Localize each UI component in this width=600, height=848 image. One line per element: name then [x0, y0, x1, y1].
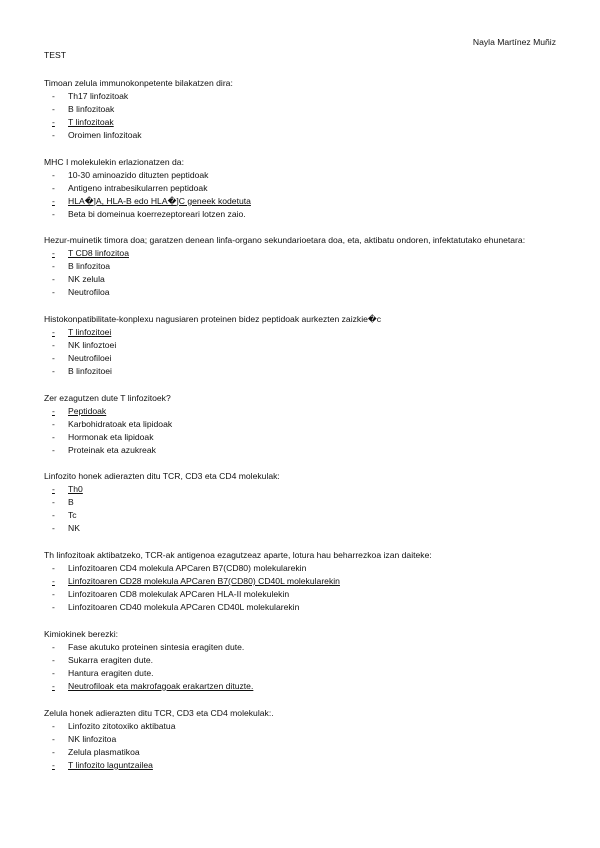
answer-option [44, 496, 564, 509]
bullet-dash: - [52, 680, 55, 691]
bullet-dash: - [52, 444, 55, 455]
answer-text: Proteinak eta azukreak [68, 444, 156, 455]
bullet-dash: - [52, 117, 55, 127]
bullet-dash: - [52, 208, 55, 219]
bullet-dash: - [52, 510, 55, 521]
bullet-dash: - [52, 654, 55, 665]
answer-option [44, 601, 564, 614]
answer-option [44, 444, 564, 457]
answer-options [44, 326, 564, 378]
answer-text: Th0 [68, 484, 83, 495]
bullet-dash: - [52, 366, 55, 377]
bullet-dash: - [52, 641, 55, 652]
answer-option [44, 588, 564, 601]
answer-option [44, 286, 564, 299]
answer-option [44, 90, 564, 103]
bullet-dash: - [52, 563, 55, 574]
bullet-dash: - [52, 484, 55, 495]
answer-text: Linfozitoaren CD4 molekula APCaren B7(CD80) molekularekin [68, 563, 307, 574]
answer-option [44, 720, 564, 733]
question-block [44, 549, 564, 614]
question-block [44, 77, 564, 142]
answer-text: NK linfoztoei [68, 340, 117, 351]
answer-option-correct [44, 116, 564, 129]
author-name: Nayla Martínez Muñiz [472, 37, 556, 47]
answer-text: 10-30 aminoazido dituzten peptidoak [68, 169, 209, 180]
answer-option [44, 562, 564, 575]
answer-option [44, 641, 564, 654]
answer-option [44, 522, 564, 535]
answer-options [44, 720, 564, 772]
bullet-dash: - [52, 340, 55, 351]
bullet-dash: - [52, 497, 55, 508]
question-block [44, 156, 564, 221]
answer-options [44, 483, 564, 535]
question-block [44, 313, 564, 378]
bullet-dash: - [52, 248, 55, 259]
bullet-dash: - [52, 261, 55, 272]
answer-option-correct [44, 680, 564, 693]
bullet-dash: - [52, 91, 55, 101]
question-block [44, 392, 564, 457]
answer-option [44, 733, 564, 746]
answer-option [44, 352, 564, 365]
bullet-dash: - [52, 287, 55, 298]
answer-options [44, 90, 564, 142]
bullet-dash: - [52, 274, 55, 285]
answer-text: Linfozito zitotoxiko aktibatua [68, 720, 176, 731]
question-text: Zelula honek adierazten ditu TCR, CD3 eta CD4 molekulak:. [44, 707, 274, 718]
bullet-dash: - [52, 182, 55, 193]
answer-option [44, 103, 564, 116]
answer-option [44, 273, 564, 286]
answer-text: Linfozitoaren CD8 molekulak APCaren HLA-II molekulekin [68, 589, 290, 600]
answer-text: Neutrofiloa [68, 287, 110, 298]
answer-text: B linfozitoak [68, 104, 115, 114]
page-title: TEST [44, 50, 66, 60]
answer-option [44, 208, 564, 221]
answer-option-correct [44, 247, 564, 260]
bullet-dash: - [52, 523, 55, 534]
question-text: Zer ezagutzen dute T linfozitoek? [44, 392, 171, 403]
answer-text: Fase akutuko proteinen sintesia eragiten dute. [68, 641, 245, 652]
answer-text: Oroimen linfozitoak [68, 130, 142, 140]
bullet-dash: - [52, 431, 55, 442]
answer-options [44, 562, 564, 614]
answer-text: NK linfozitoa [68, 733, 117, 744]
answer-options [44, 247, 564, 299]
answer-option [44, 667, 564, 680]
answer-option-correct [44, 483, 564, 496]
bullet-dash: - [52, 405, 55, 416]
question-block [44, 470, 564, 535]
bullet-dash: - [52, 720, 55, 731]
bullet-dash: - [52, 759, 55, 770]
question-text: Th linfozitoak aktibatzeko, TCR-ak antigenoa ezagutzeaz aparte, lotura hau beharrezkoa izan daiteke: [44, 550, 432, 561]
answer-text: T linfozito laguntzailea [68, 759, 153, 770]
answer-text: B linfozitoei [68, 366, 112, 377]
answer-text: Hantura eragiten dute. [68, 667, 154, 678]
answer-option [44, 365, 564, 378]
answer-text: T CD8 linfozitoa [68, 248, 129, 259]
bullet-dash: - [52, 418, 55, 429]
bullet-dash: - [52, 667, 55, 678]
bullet-dash: - [52, 746, 55, 757]
bullet-dash: - [52, 733, 55, 744]
answer-option [44, 182, 564, 195]
answer-option-correct [44, 759, 564, 772]
question-text: Hezur-muinetik timora doa; garatzen denean linfa-organo sekundarioetara doa, eta, aktibatu ondoren, infektatutako ehunetara: [44, 235, 526, 246]
answer-option-correct [44, 575, 564, 588]
answer-text: Tc [68, 510, 77, 521]
answer-option [44, 418, 564, 431]
bullet-dash: - [52, 327, 55, 338]
answer-option [44, 129, 564, 142]
bullet-dash: - [52, 195, 55, 206]
question-list [44, 77, 564, 785]
answer-option-correct [44, 195, 564, 208]
answer-option [44, 509, 564, 522]
answer-text: Karbohidratoak eta lipidoak [68, 418, 173, 429]
question-text: MHC I molekulekin erlazionatzen da: [44, 156, 184, 167]
answer-option-correct [44, 405, 564, 418]
question-text: Timoan zelula immunokonpetente bilakatzen dira: [44, 78, 233, 88]
question-text: Linfozito honek adierazten ditu TCR, CD3 eta CD4 molekulak: [44, 471, 280, 482]
answer-text: Linfozitoaren CD28 molekula APCaren B7(CD80) CD40L molekularekin [68, 576, 340, 587]
answer-text: Zelula plasmatikoa [68, 746, 140, 757]
bullet-dash: - [52, 602, 55, 613]
answer-option [44, 169, 564, 182]
question-text: Histokonpatibilitate-konplexu nagusiaren proteinen bidez peptidoak aurkezten zaizkie�c [44, 314, 382, 325]
question-block [44, 707, 564, 772]
answer-text: Neutrofiloei [68, 353, 112, 364]
answer-option-correct [44, 326, 564, 339]
question-block [44, 234, 564, 299]
answer-options [44, 405, 564, 457]
answer-text: Antigeno intrabesikularren peptidoak [68, 182, 208, 193]
answer-text: Sukarra eragiten dute. [68, 654, 154, 665]
answer-option [44, 431, 564, 444]
answer-option [44, 339, 564, 352]
answer-option [44, 260, 564, 273]
answer-text: Neutrofiloak eta makrofagoak erakartzen dituzte. [68, 680, 254, 691]
answer-options [44, 641, 564, 693]
answer-text: T linfozitoei [68, 327, 112, 338]
answer-option [44, 654, 564, 667]
answer-text: NK zelula [68, 274, 105, 285]
answer-text: Hormonak eta lipidoak [68, 431, 154, 442]
bullet-dash: - [52, 130, 55, 140]
bullet-dash: - [52, 353, 55, 364]
question-text: Kimiokinek berezki: [44, 628, 119, 639]
answer-text: T linfozitoak [68, 117, 114, 127]
answer-text: Th17 linfozitoak [68, 91, 129, 101]
bullet-dash: - [52, 589, 55, 600]
answer-options [44, 169, 564, 221]
answer-text: HLA�]A, HLA-B edo HLA�]C geneek kodetuta [68, 195, 251, 206]
bullet-dash: - [52, 104, 55, 114]
answer-text: Beta bi domeinua koerrezeptoreari lotzen zaio. [68, 208, 246, 219]
answer-text: Peptidoak [68, 405, 107, 416]
bullet-dash: - [52, 576, 55, 587]
question-block [44, 628, 564, 693]
answer-text: Linfozitoaren CD40 molekula APCaren CD40L molekularekin [68, 602, 300, 613]
answer-text: B [68, 497, 74, 508]
bullet-dash: - [52, 169, 55, 180]
answer-text: B linfozitoa [68, 261, 111, 272]
answer-text: NK [68, 523, 80, 534]
answer-option [44, 746, 564, 759]
